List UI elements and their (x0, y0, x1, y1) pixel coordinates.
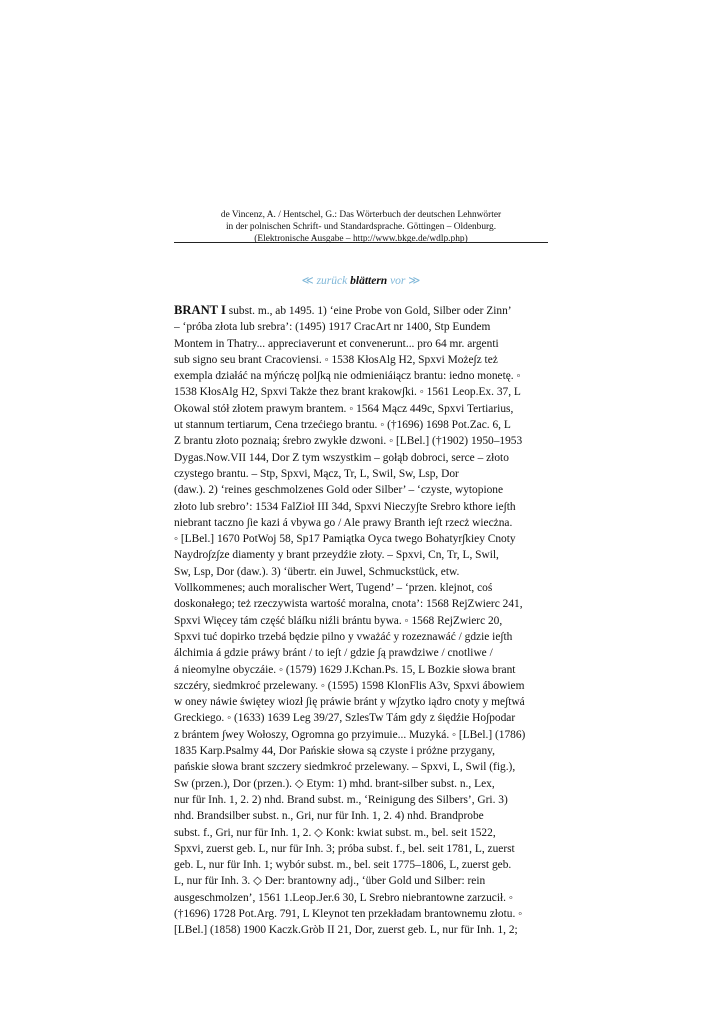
entry-line (174, 841, 548, 857)
entry-line-text: Sw (przen.), Dor (przen.). ◇ Etym: 1) mhd. brant-silber subst. n., Lex, (174, 777, 495, 790)
entry-line (174, 662, 548, 678)
entry-line-text: nur für Inh. 1, 2. 2) nhd. Brand subst. m., ‘Reinigung des Silbers’, Gri. 3) (174, 793, 508, 806)
entry-line-text: Greckiego. ◦ (1633) 1639 Leg 39/27, SzlesTw Tám gdy z śiędźie Ho∫podar (174, 712, 516, 725)
entry-line (174, 482, 548, 498)
entry-line-text: [LBel.] (1858) 1900 Kaczk.Gròb II 21, Dor, zuerst geb. L, nur für Inh. 1, 2; (174, 924, 518, 937)
entry-line (174, 857, 548, 873)
entry-line-text: czystego brantu. – Stp, Spxvi, Mącz, Tr, L, Swil, Sw, Lsp, Dor (174, 467, 459, 480)
entry-line-text: sub signo seu brant Cracoviensi. ◦ 1538 KłosAlg H2, Spxvi Może∫z też (174, 353, 498, 366)
entry-line (174, 499, 548, 515)
back-arrow-icon[interactable]: ≪ (301, 275, 314, 287)
entry-line-text: Okowal stół złotem prawym brantem. ◦ 1564 Mącz 449c, Spxvi Tertiarius, (174, 402, 514, 415)
entry-line-text: Dygas.Now.VII 144, Dor Z tym wszystkim – gołąb dobroci, serce – złoto (174, 451, 509, 464)
entry-line-text: álchimia á gdzie práwy bránt / to ie∫t / gdzie ∫ą prawdziwe / cnotliwe / (174, 647, 493, 660)
entry-line-text: L, nur für Inh. 3. ◇ Der: brantowny adj., ‘über Gold und Silber: rein (174, 875, 486, 888)
entry-line (174, 694, 548, 710)
entry-line-text: z brántem ∫wey Wołoszy, Ogromna go przyimuie... Muzyká. ◦ [LBel.] (1786) (174, 728, 526, 741)
entry-line-text: exempla działáć na mýńczę pol∫ką nie odmieniáiącz brantu: iedno monetę. ◦ (174, 370, 521, 383)
entry-line (174, 629, 548, 645)
entry-line (174, 466, 548, 482)
entry-line (174, 433, 548, 449)
headword: BRANT I (174, 303, 226, 317)
entry-line-text: Spxvi, zuerst geb. L, nur für Inh. 3; próba subst. f., bel. seit 1781, L, zuerst (174, 842, 515, 855)
entry-line (174, 336, 548, 352)
entry-line (174, 678, 548, 694)
entry-line (174, 515, 548, 531)
entry-line (174, 873, 548, 889)
entry-line-text: Vollkommenes; auch moralischer Wert, Tugend’ – ‘przen. klejnot, coś (174, 582, 493, 595)
entry-line-text: (daw.). 2) ‘reines geschmolzenes Gold oder Silber’ – ‘czyste, wytopione (174, 484, 504, 497)
entry-line (174, 547, 548, 563)
entry-line-text: doskonałego; też rzeczywista wartość moralna, cnota’: 1568 RejZwierc 241, (174, 598, 523, 611)
entry-line-text: Naydro∫z∫ze diamenty y brant przeydźie złoty. – Spxvi, Cn, Tr, L, Swil, (174, 549, 499, 562)
entry-line (174, 531, 548, 547)
citation-header (174, 209, 548, 245)
entry-line-text: ausgeschmolzen’, 1561 1.Leop.Jer.6 30, L Srebro niebrantowne zarzucił. ◦ (174, 891, 513, 904)
entry-line-text: – ‘próba złota lub srebra’: (1495) 1917 CracArt nr 1400, Stp Eundem (174, 321, 491, 334)
entry-line-text: (†1696) 1728 Pot.Arg. 791, L Kleynot ten przekładam brantownemu złotu. ◦ (174, 907, 523, 920)
entry-line (174, 384, 548, 400)
entry-line (174, 776, 548, 792)
entry-line (174, 825, 548, 841)
entry-line (174, 645, 548, 661)
entry-line (174, 906, 548, 922)
entry-line-text: 1835 Karp.Psalmy 44, Dor Pańskie słowa są czyste i próżne przygany, (174, 745, 495, 758)
entry-line (174, 759, 548, 775)
back-link[interactable]: zurück (316, 275, 348, 287)
header-rule (174, 242, 548, 243)
dictionary-entry (174, 302, 548, 939)
entry-line-text: geb. L, nur für Inh. 1; wybór subst. m., bel. seit 1775–1806, L, zuerst geb. (174, 859, 512, 872)
entry-line (174, 922, 548, 938)
entry-line (174, 401, 548, 417)
entry-line-text: szczéry, siedmkroć przelewany. ◦ (1595) 1598 KlonFlis A3v, Spxvi ábowiem (174, 679, 525, 692)
entry-line-text: niebrant taczno ∫ie kazi á vbywa go / Ale prawy Branth ie∫t rzecż wiecżna. (174, 516, 513, 529)
citation-line-3: (Elektronische Ausgabe – http://www.bkge.de/wdlp.php) (254, 234, 468, 244)
entry-line-text: subst. f., Gri, nur für Inh. 1, 2. ◇ Konk: kwiat subst. m., bel. seit 1522, (174, 826, 496, 839)
entry-line (174, 808, 548, 824)
entry-line (174, 352, 548, 368)
entry-line (174, 580, 548, 596)
entry-line-text: ◦ [LBel.] 1670 PotWoj 58, Sp17 Pamiątka Oyca twego Bohatyr∫kiey Cnoty (174, 533, 516, 546)
entry-line-text: 1538 KłosAlg H2, Spxvi Także thez brant krakow∫ki. ◦ 1561 Leop.Ex. 37, L (174, 386, 521, 399)
entry-line-text: subst. m., ab 1495. 1) ‘eine Probe von Gold, Silber oder Zinn’ (228, 305, 512, 317)
entry-line (174, 368, 548, 384)
entry-line (174, 450, 548, 466)
entry-line (174, 890, 548, 906)
entry-line-text: Spxvi tuć dopirko trzebá będzie pilno y vważáć y rozeznawáć / gdzie ie∫th (174, 630, 513, 643)
page-navigation (174, 273, 548, 287)
entry-line (174, 417, 548, 433)
entry-line-text: Spxvi Więcey tám część bláſku niźli brántu bywa. ◦ 1568 RejZwierc 20, (174, 614, 503, 627)
entry-line (174, 613, 548, 629)
entry-line (174, 792, 548, 808)
entry-line (174, 743, 548, 759)
entry-line-text: Z brantu złoto poznaią; śrebro zwykłe dzwoni. ◦ [LBel.] (†1902) 1950–1953 (174, 435, 523, 448)
entry-line-text: Sw, Lsp, Dor (daw.). 3) ‘übertr. ein Juwel, Schmuckstück, etw. (174, 565, 460, 578)
entry-line-text: w oney náwie świętey wiozł ∫ię práwie bránt y w∫zytko iądro cnoty y me∫twá (174, 696, 525, 709)
forward-link[interactable]: vor (390, 275, 406, 287)
entry-line-text: nhd. Brandsilber subst. n., Gri, nur für Inh. 1, 2. 4) nhd. Brandprobe (174, 810, 484, 823)
entry-line-text: złoto lub srebro’: 1534 FalZioł III 34d, Spxvi Nieczy∫te Srebro kthore ie∫th (174, 500, 516, 513)
entry-line (174, 727, 548, 743)
entry-line-text: Montem in Thatry... appreciaverunt et convenerunt... pro 64 mr. argenti (174, 337, 499, 350)
entry-line (174, 564, 548, 580)
browse-label: blättern (350, 275, 388, 287)
entry-line (174, 319, 548, 335)
entry-line (174, 710, 548, 726)
citation-line-2: in der polnischen Schrift- und Standardsprache. Göttingen – Oldenburg. (225, 222, 497, 232)
entry-line-text: ut stannum tertiarum, Cena trzećiego brantu. ◦ (†1696) 1698 Pot.Zac. 6, L (174, 419, 511, 432)
forward-arrow-icon[interactable]: ≫ (408, 275, 421, 287)
entry-line-text: pańskie słowa brant szczery siedmkroć przelewany. – Spxvi, L, Swil (fig.), (174, 761, 516, 774)
entry-line-text: á nieomylne obyczáie. ◦ (1579) 1629 J.Kchan.Ps. 15, L Bozkie słowa brant (174, 663, 516, 676)
citation-line-1: de Vincenz, A. / Hentschel, G.: Das Wörterbuch der deutschen Lehnwörter (220, 210, 502, 220)
entry-line (174, 302, 548, 319)
entry-line (174, 596, 548, 612)
